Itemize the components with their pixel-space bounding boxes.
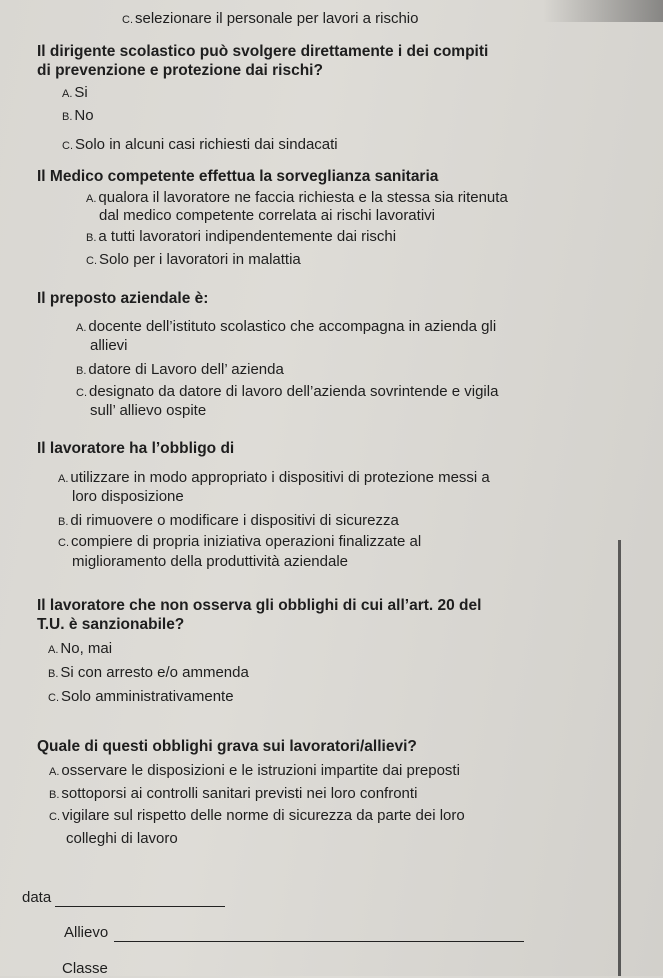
question-4-option-b <box>58 512 399 531</box>
page-edge-shadow <box>543 0 663 22</box>
question-5-option-b <box>48 664 249 683</box>
class-label: Classe <box>62 960 108 977</box>
option-letter: A. <box>48 644 59 656</box>
question-4-option-c <box>58 533 421 552</box>
option-text: datore di Lavoro dell’ azienda <box>88 361 284 378</box>
option-letter: A. <box>58 473 69 485</box>
question-1-option-b <box>62 107 94 126</box>
option-text: osservare le disposizioni e le istruzioni impartite dai preposti <box>61 762 460 779</box>
option-letter: C. <box>76 387 87 399</box>
option-c-previous <box>122 10 418 29</box>
question-1-line-1: Il dirigente scolastico può svolgere direttamente i dei compiti <box>37 43 489 60</box>
option-text: Si <box>74 84 88 101</box>
option-letter: C. <box>49 811 60 823</box>
question-3-option-a <box>76 318 496 337</box>
option-text: Solo amministrativamente <box>61 688 234 705</box>
question-2-option-a-cont: dal medico competente correlata ai rischi lavorativi <box>99 207 435 224</box>
option-text: No <box>74 107 94 124</box>
question-1-option-c <box>62 136 338 155</box>
question-2: Il Medico competente effettua la sorveglianza sanitaria <box>37 168 439 185</box>
date-field[interactable] <box>22 889 225 907</box>
student-blank-line[interactable] <box>114 941 524 942</box>
option-text: docente dell’istituto scolastico che accompagna in azienda gli <box>88 318 497 335</box>
question-3-option-b <box>76 361 284 380</box>
option-text: qualora il lavoratore ne faccia richiesta e la stessa sia ritenuta <box>98 189 508 206</box>
question-6-option-a <box>49 762 460 781</box>
question-1-option-a <box>62 84 88 103</box>
question-4: Il lavoratore ha l’obbligo di <box>37 440 235 457</box>
question-6: Quale di questi obblighi grava sui lavoratori/allievi? <box>37 738 417 755</box>
option-text: selezionare il personale per lavori a rischio <box>135 10 419 27</box>
option-text: designato da datore di lavoro dell’azienda sovrintende e vigila <box>89 383 499 400</box>
option-letter: B. <box>76 365 87 377</box>
option-letter: A. <box>49 766 60 778</box>
option-letter: C. <box>48 692 59 704</box>
option-text: di rimuovere o modificare i dispositivi di sicurezza <box>70 512 399 529</box>
question-5-option-c <box>48 688 234 707</box>
page-edge-line <box>618 540 621 976</box>
option-letter: C. <box>58 537 69 549</box>
option-letter: B. <box>86 232 97 244</box>
question-3: Il preposto aziendale è: <box>37 290 209 307</box>
question-5-line-2: T.U. è sanzionabile? <box>37 616 185 633</box>
option-letter: B. <box>49 789 60 801</box>
question-3-option-a-cont: allievi <box>90 337 128 354</box>
question-3-option-c <box>76 383 498 402</box>
option-letter: A. <box>76 322 87 334</box>
question-6-option-c-cont: colleghi di lavoro <box>66 830 178 847</box>
question-3-option-c-cont: sull’ allievo ospite <box>90 402 207 419</box>
option-text: compiere di propria iniziativa operazioni finalizzate al <box>71 533 422 550</box>
option-text: Solo in alcuni casi richiesti dai sindacati <box>75 136 338 153</box>
option-letter: A. <box>86 193 97 205</box>
student-field[interactable] <box>64 924 524 942</box>
option-text: a tutti lavoratori indipendentemente dai rischi <box>98 228 397 245</box>
option-letter: C. <box>62 140 73 152</box>
option-text: sottoporsi ai controlli sanitari previsti nei loro confronti <box>61 785 418 802</box>
question-4-option-c-cont: miglioramento della produttività aziendale <box>72 553 348 570</box>
date-blank-line[interactable] <box>55 906 225 907</box>
question-2-option-a <box>86 189 508 208</box>
option-letter: C. <box>86 255 97 267</box>
option-text: Solo per i lavoratori in malattia <box>99 251 301 268</box>
question-2-option-b <box>86 228 396 247</box>
option-letter: B. <box>48 668 59 680</box>
question-4-option-a <box>58 469 490 488</box>
option-text: No, mai <box>60 640 113 657</box>
option-letter: A. <box>62 88 73 100</box>
question-2-option-c <box>86 251 301 270</box>
question-4-option-a-cont: loro disposizione <box>72 488 184 505</box>
option-text: vigilare sul rispetto delle norme di sicurezza da parte dei loro <box>62 807 465 824</box>
question-6-option-c <box>49 807 465 826</box>
option-text: utilizzare in modo appropriato i dispositivi di protezione messi a <box>70 469 490 486</box>
option-letter: B. <box>58 516 69 528</box>
question-5-line-1: Il lavoratore che non osserva gli obblighi di cui all’art. 20 del <box>37 597 482 614</box>
student-label: Allievo <box>64 924 109 941</box>
question-6-option-b <box>49 785 417 804</box>
question-1-line-2: di prevenzione e protezione dai rischi? <box>37 62 323 79</box>
option-letter: C. <box>122 14 133 26</box>
option-letter: B. <box>62 111 73 123</box>
option-text: Si con arresto e/o ammenda <box>60 664 249 681</box>
date-label: data <box>22 889 52 906</box>
question-5-option-a <box>48 640 112 659</box>
